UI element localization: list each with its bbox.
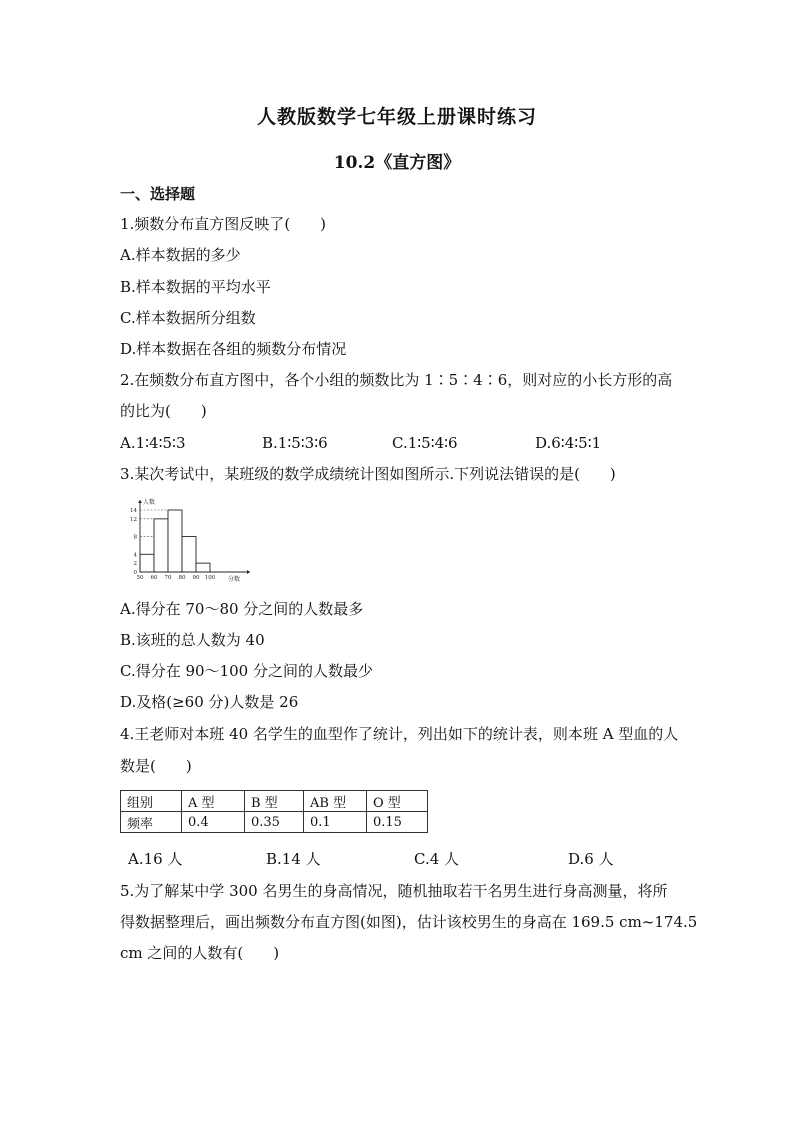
table-cell: A 型 <box>182 791 245 812</box>
question-2-option-a: A.1∶4∶5∶3 <box>120 434 186 452</box>
histogram-bar <box>196 563 210 572</box>
x-tick-label: 50 <box>136 575 144 581</box>
question-4-stem-line1: 4.王老师对本班 40 名学生的血型作了统计，列出如下的统计表，则本班 A 型血的人 <box>120 725 679 743</box>
question-2-stem-line1: 2.在频数分布直方图中，各个小组的频数比为 1∶5∶4∶6，则对应的小长方形的高 <box>120 371 673 389</box>
question-2-option-b: B.1∶5∶3∶6 <box>262 434 328 452</box>
y-tick-label: 2 <box>133 561 137 568</box>
histogram-bar <box>154 519 168 572</box>
lesson-subtitle: 10.2《直方图》 <box>333 153 461 173</box>
y-tick-label: 0 <box>133 570 137 576</box>
question-1-option-c: C.样本数据所分组数 <box>120 309 256 327</box>
table-cell: 0.1 <box>304 812 367 833</box>
question-1-option-a: A.样本数据的多少 <box>120 246 241 264</box>
question-5-stem-line3: cm 之间的人数有( ) <box>120 944 280 962</box>
question-2-stem-line2: 的比为( ) <box>120 402 207 420</box>
table-cell: AB 型 <box>304 791 367 812</box>
question-1-option-b: B.样本数据的平均水平 <box>120 278 271 296</box>
question-4-stem-line2: 数是( ) <box>120 757 192 775</box>
question-2-option-d: D.6∶4∶5∶1 <box>535 434 602 452</box>
histogram-bar <box>140 554 154 572</box>
y-tick-label: 8 <box>133 534 137 541</box>
x-tick-label: 100 <box>204 575 216 581</box>
y-axis-label: 人数 <box>143 499 156 506</box>
table-cell: 频率 <box>121 812 182 833</box>
histogram-bar <box>168 510 182 572</box>
table-cell: O 型 <box>367 791 428 812</box>
table-cell: 0.4 <box>182 812 245 833</box>
question-4-option-c: C.4 人 <box>414 850 460 868</box>
question-3-stem: 3.某次考试中，某班级的数学成绩统计图如图所示.下列说法错误的是( ) <box>120 465 616 483</box>
question-4-option-a: A.16 人 <box>128 850 183 868</box>
question-4-option-d: D.6 人 <box>568 850 614 868</box>
x-tick-label: 90 <box>192 575 200 581</box>
y-tick-label: 14 <box>130 508 137 514</box>
table-cell: 0.35 <box>245 812 304 833</box>
question-2-option-c: C.1∶5∶4∶6 <box>392 434 458 452</box>
question-5-stem-line1: 5.为了解某中学 300 名男生的身高情况，随机抽取若干名男生进行身高测量，将所 <box>120 882 668 900</box>
x-tick-label: 70 <box>164 575 172 581</box>
y-axis-arrow-icon <box>138 500 142 503</box>
worksheet-title: 人教版数学七年级上册课时练习 <box>256 106 537 128</box>
table-row <box>121 812 428 833</box>
question-3-option-d: D.及格(≥60 分)人数是 26 <box>120 693 299 711</box>
x-axis-arrow-icon <box>247 570 250 574</box>
question-3-option-b: B.该班的总人数为 40 <box>120 631 265 649</box>
score-histogram <box>118 496 258 588</box>
x-tick-label: 80 <box>178 575 186 581</box>
section-heading: 一、选择题 <box>120 185 196 203</box>
question-4-option-b: B.14 人 <box>266 850 321 868</box>
question-1-option-d: D.样本数据在各组的频数分布情况 <box>120 340 347 358</box>
blood-type-table <box>120 790 428 833</box>
question-3-option-a: A.得分在 70～80 分之间的人数最多 <box>120 600 364 618</box>
x-axis-label: 分数 <box>228 576 241 583</box>
histogram-bar <box>182 537 196 572</box>
table-header-row <box>121 791 428 812</box>
x-tick-label: 60 <box>150 575 158 581</box>
question-3-option-c: C.得分在 90～100 分之间的人数最少 <box>120 662 373 680</box>
table-cell: 0.15 <box>367 812 428 833</box>
y-tick-label: 12 <box>130 516 137 523</box>
y-tick-label: 4 <box>133 552 137 559</box>
table-cell: B 型 <box>245 791 304 812</box>
question-1-stem: 1.频数分布直方图反映了( ) <box>120 215 327 233</box>
question-5-stem-line2: 得数据整理后，画出频数分布直方图(如图)，估计该校男生的身高在 169.5 cm~174.5 <box>120 913 698 931</box>
table-cell: 组别 <box>121 791 182 812</box>
